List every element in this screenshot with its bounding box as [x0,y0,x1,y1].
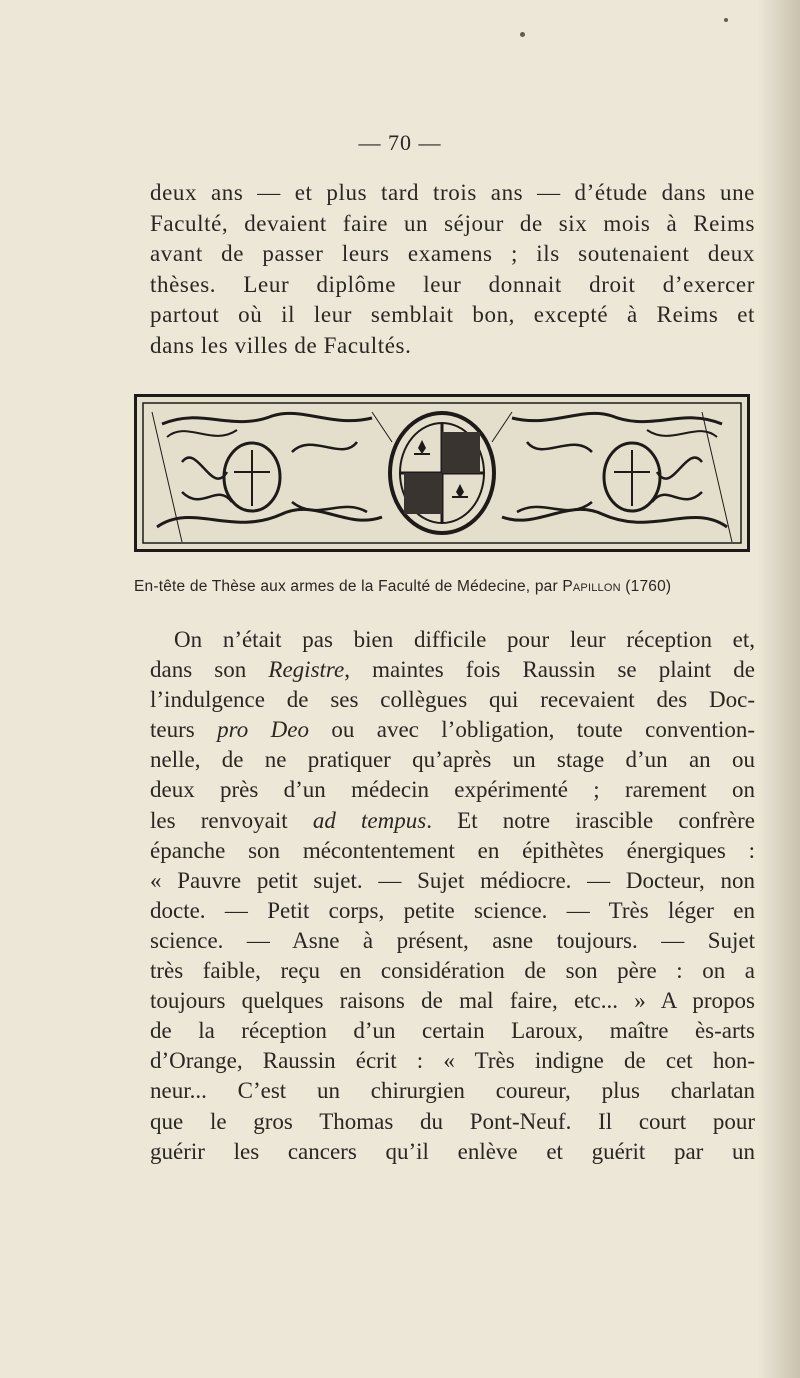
text-line: deux ans — et plus tard trois ans — d’étude dans une [150,180,755,205]
italic-phrase: ad tempus [312,807,427,833]
text-line: épanche son mécontentement en épithètes énergiques : [150,837,755,863]
text-line: guérir les cancers qu’il enlève et guérit par un [150,1138,755,1164]
engraved-headpiece [134,394,750,552]
text-line: teurs pro Deo ou avec l’obligation, toute convention- [150,717,756,743]
text-line: Faculté, devaient faire un séjour de six mois à Reims [150,210,755,236]
paragraph-2 [150,625,755,1167]
text-line: neur... C’est un chirurgien coureur, plus charlatan [150,1078,755,1104]
paragraph-1 [150,178,755,362]
text-line: thèses. Leur diplôme leur donnait droit d’exercer [150,271,755,297]
text-line: nelle, de ne pratiquer qu’après un stage d’un an ou [150,747,755,773]
text-line: docte. — Petit corps, petite science. — Très léger en [150,897,755,923]
text-line: l’indulgence de ses collègues qui recevaient des Doc- [150,687,755,713]
text-line: science. — Asne à présent, asne toujours. — Sujet [150,927,755,953]
ink-speck [520,32,525,37]
ink-speck [724,18,728,22]
caption-author: Papillon [562,578,621,595]
text-line: de la réception d’un certain Laroux, maître ès-arts [150,1018,755,1044]
caption-text: En-tête de Thèse aux armes de la Faculté de Médecine, par [134,578,563,595]
text-line: que le gros Thomas du Pont-Neuf. Il court pour [150,1108,755,1134]
text-line: toujours quelques raisons de mal faire, etc... » A propos [150,988,755,1014]
italic-phrase: pro Deo [217,717,309,743]
ornament-icon [142,402,742,544]
text-line: les renvoyait ad tempus. Et notre irascible confrère [150,807,755,833]
figure-caption [134,578,764,596]
text-line: partout où il leur semblait bon, excepté à Reims et [150,302,755,328]
text-line: très faible, reçu en considération de son père : on a [150,958,755,984]
text-line: On n’était pas bien difficile pour leur réception et, [174,627,755,652]
text-line: deux près d’un médecin expérimenté ; rarement on [150,777,755,803]
page-edge-shadow [758,0,800,1378]
page-number: — 70 — [358,130,442,155]
text-line: dans les villes de Facultés. [150,332,412,358]
text-line: avant de passer leurs examens ; ils soutenaient deux [150,241,755,267]
text-line: d’Orange, Raussin écrit : « Très indigne de cet hon- [150,1048,755,1074]
text-line: « Pauvre petit sujet. — Sujet médiocre. — Docteur, non [150,867,755,893]
text-line: dans son Registre, maintes fois Raussin se plaint de [150,657,755,683]
italic-phrase: Registre [268,657,345,683]
caption-year: (1760) [620,578,672,595]
